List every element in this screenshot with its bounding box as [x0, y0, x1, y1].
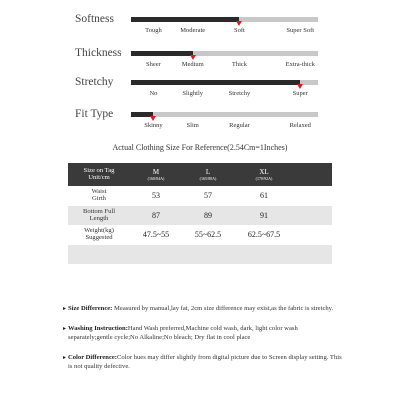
level-label-regular: Regular	[229, 122, 250, 129]
attribute-name: Stretchy	[75, 76, 114, 88]
level-label-medium: Medium	[181, 61, 204, 68]
attribute-track	[131, 51, 318, 56]
table-row	[68, 186, 332, 206]
level-label-skinny: Skinny	[144, 122, 163, 129]
level-label-tough: Tough	[145, 27, 162, 34]
row-label	[68, 186, 130, 206]
attribute-name: Softness	[75, 13, 114, 25]
note-item	[63, 354, 343, 371]
note-title: Color Difference:	[68, 354, 118, 361]
table-cell	[126, 264, 186, 283]
row-label-line: Waist	[91, 188, 107, 196]
size-name: L	[205, 167, 211, 176]
table-row	[68, 206, 332, 225]
attribute-track	[131, 112, 318, 117]
table-cell	[178, 264, 238, 283]
table-header	[68, 163, 332, 186]
attribute-name: Fit Type	[75, 108, 114, 120]
bullet-icon: ▸	[63, 326, 67, 332]
table-cell: 47.5~55	[142, 230, 170, 239]
selected-marker-icon	[236, 21, 242, 26]
size-note: (165/88A)	[199, 175, 217, 181]
level-label-thick: Thick	[231, 61, 248, 68]
level-label-slim: Slim	[186, 122, 199, 129]
table-cell: 89	[204, 210, 212, 220]
attribute-track	[131, 17, 318, 22]
note-item	[63, 305, 343, 314]
size-note: (160/84A)	[147, 175, 165, 181]
attribute-fill	[131, 80, 300, 85]
level-label-no: No	[149, 90, 158, 97]
bullet-icon: ▸	[63, 306, 67, 312]
table-cell: 91	[260, 210, 268, 220]
note-item	[63, 325, 343, 342]
size-name: XL	[259, 167, 269, 176]
table-cell	[234, 264, 294, 283]
row-label	[68, 206, 130, 225]
level-label-slightly: Slightly	[182, 90, 203, 97]
row-label-line: Girth	[92, 195, 106, 202]
header-size-xl	[234, 163, 294, 186]
level-label-relaxed: Relaxed	[289, 122, 311, 129]
header-label-line: Size on Tag	[83, 166, 115, 174]
level-label-sheer: Sheer	[146, 61, 161, 68]
table-cell: 61	[260, 191, 268, 200]
table-cell	[126, 245, 186, 264]
note-text: Measured by manual,lay fat, 2cm size difference may exist,as the fabric is stretchy.	[112, 305, 334, 312]
reference-title: Actual Clothing Size For Reference(2.54Cm=1Inches)	[112, 143, 288, 152]
table-cell: 53	[152, 191, 160, 200]
attribute-fill	[131, 51, 193, 56]
row-label	[68, 264, 130, 283]
level-label-super-soft: Super Soft	[286, 27, 315, 34]
table-cell: 62.5~67.5	[247, 230, 281, 239]
attribute-stretchy	[0, 76, 400, 106]
header-label-line: Unit/cm	[88, 173, 110, 181]
level-label-soft: Soft	[234, 27, 245, 34]
selected-marker-icon	[297, 84, 303, 89]
level-label-extra-thick: Extra-thick	[285, 61, 315, 68]
attribute-softness	[0, 13, 400, 43]
attribute-fit-type	[0, 108, 400, 138]
table-row	[68, 264, 332, 283]
table-cell: 87	[152, 210, 160, 220]
table-cell: 55~62.5	[194, 230, 222, 239]
row-label-line: Bottom Full	[82, 207, 116, 215]
note-text: Hand Wash preferred,Machine cold wash, dark, light color wash separately;gentle cycle;No Alkaline;No bleach; Dry flat in cool place	[68, 325, 298, 341]
table-cell	[234, 245, 294, 264]
row-label-line: Weight(kg)	[84, 227, 114, 235]
level-label-moderate: Moderate	[180, 27, 206, 34]
table-cell: 57	[204, 191, 212, 200]
attribute-track	[131, 80, 318, 85]
note-title: Washing Instruction:	[68, 325, 128, 332]
attribute-fill	[131, 17, 239, 22]
size-note: (170/92A)	[255, 175, 273, 181]
attribute-thickness	[0, 47, 400, 77]
size-name: M	[152, 167, 160, 176]
row-label-line: Length	[89, 214, 109, 222]
row-label	[68, 245, 130, 264]
row-label-line: Suggested	[85, 234, 113, 241]
header-size-m	[126, 163, 186, 186]
note-text: Color hues may differ slightly from digital picture due to Screen display setting. This is not quality defective.	[68, 354, 342, 370]
attribute-name: Thickness	[75, 47, 122, 59]
header-label	[68, 163, 130, 186]
level-label-stretchy: Stretchy	[228, 90, 251, 97]
level-label-super: Super	[292, 90, 308, 97]
row-label	[68, 225, 130, 245]
table-row	[68, 245, 332, 264]
selected-marker-icon	[190, 55, 196, 60]
bullet-icon: ▸	[63, 355, 67, 361]
table-row	[68, 225, 332, 245]
table-cell	[178, 245, 238, 264]
note-title: Size Difference:	[68, 305, 113, 312]
selected-marker-icon	[150, 116, 156, 121]
header-size-l	[178, 163, 238, 186]
